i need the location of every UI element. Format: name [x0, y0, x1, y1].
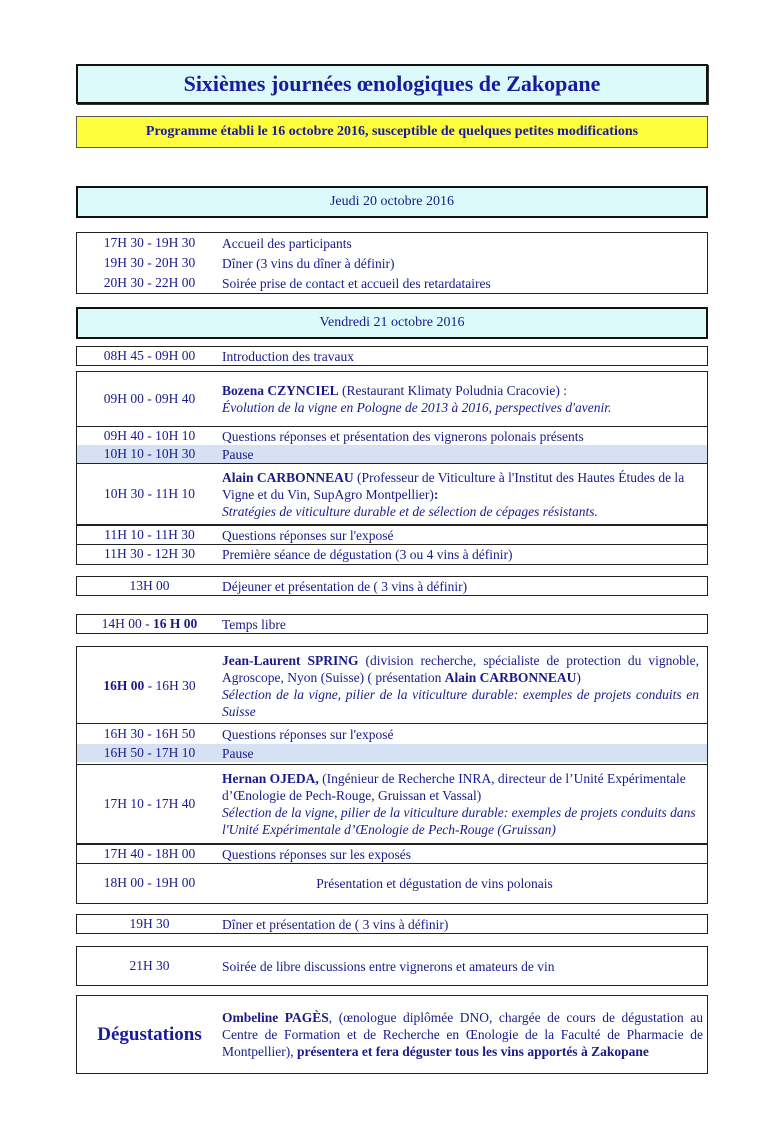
thursday-schedule — [76, 232, 708, 294]
row-desc: Pause — [222, 446, 254, 462]
row-time: 13H 00 — [129, 578, 170, 593]
schedule-row — [77, 253, 707, 273]
row-time: 19H 30 — [129, 916, 170, 931]
row-time: 21H 30 — [129, 958, 170, 973]
colon: : — [433, 486, 439, 502]
degustations-text: , (œnologue diplômée DNO, chargée de cours de dégustation au Centre de Formation et de Recherche en Œnologie de la Faculté de Pharmacie de Montpellier), — [222, 1010, 703, 1059]
time-end: 16 H 00 — [153, 616, 198, 631]
row-desc: Questions réponses sur les exposés — [222, 846, 411, 862]
row-desc: Pause — [222, 745, 254, 761]
pause-row — [77, 744, 707, 762]
talk-spring — [76, 646, 708, 724]
row-time: 19H 30 - 20H 30 — [103, 255, 196, 270]
row-time: 10H 10 - 10H 30 — [103, 446, 196, 461]
close-paren: ) — [576, 670, 581, 685]
speaker-name: Hernan OJEDA, — [222, 771, 319, 786]
row-time: 08H 45 - 09H 00 — [103, 348, 196, 363]
row-desc: Questions réponses et présentation des vignerons polonais présents — [222, 428, 584, 444]
row-desc — [222, 770, 707, 838]
row-time — [77, 616, 222, 632]
row-time: 18H 00 - 19H 00 — [103, 875, 196, 890]
schedule-row-tasting1 — [76, 545, 708, 565]
row-time: 20H 30 - 22H 00 — [103, 275, 196, 290]
schedule-row-intro — [76, 346, 708, 366]
schedule-row-questions2 — [76, 525, 708, 545]
row-desc: Introduction des travaux — [222, 348, 354, 364]
pause-row — [77, 445, 707, 463]
schedule-row — [77, 233, 707, 253]
speaker-affiliation: (division recherche, spécialiste de protection du vignoble, Agroscope, Nyon (Suisse) ( présentation — [222, 653, 699, 685]
degustations-label: Dégustations — [97, 1023, 202, 1045]
speaker-affiliation: (Restaurant Klimaty Poludnia Cracovie) : — [338, 383, 567, 398]
speaker-name: Bozena CZYNCIEL — [222, 383, 339, 398]
time-start: 16H 00 — [103, 678, 145, 693]
talk-topic: Stratégies de viticulture durable et de sélection de cépages résistants. — [222, 503, 598, 519]
row-time: 16H 50 - 17H 10 — [103, 745, 196, 760]
talk-topic: Sélection de la vigne, pilier de la viticulture durable: exemples de projets conduits dans l'Unité Expérimentale d’Œnologie de Pech-Rouge (Gruissan) — [222, 805, 696, 837]
row-time: 17H 30 - 19H 30 — [103, 235, 196, 250]
degustations-desc — [222, 1009, 707, 1060]
morning-block — [76, 427, 708, 525]
row-desc: Déjeuner et présentation de ( 3 vins à définir) — [222, 578, 468, 594]
row-time: 17H 40 - 18H 00 — [103, 846, 196, 861]
row-desc: Questions réponses sur l'exposé — [222, 726, 394, 742]
schedule-row-free — [76, 614, 708, 634]
day-header-friday: Vendredi 21 octobre 2016 — [76, 307, 708, 339]
talk-topic: Évolution de la vigne en Pologne de 2013 à 2016, perspectives d'avenir. — [222, 400, 612, 415]
row-time: 09H 40 - 10H 10 — [103, 428, 196, 443]
row-time: 09H 00 - 09H 40 — [103, 391, 196, 406]
speaker-name: Alain CARBONNEAU — [222, 469, 354, 485]
row-desc: Questions réponses sur l'exposé — [222, 527, 394, 543]
time-end: - 16H 30 — [144, 678, 196, 693]
speaker-affiliation: (Professeur de Viticulture à l'Institut des Hautes Études de la Vigne et du Vin, SupAgro Montpellier) — [222, 469, 685, 502]
afternoon-block — [76, 724, 708, 844]
speaker-affiliation: (Ingénieur de Recherche INRA, directeur de l’Unité Expérimentale d’Œnologie de Pech-Rouge, Gruissan et Vassal) — [222, 771, 686, 803]
schedule-row — [77, 725, 707, 743]
schedule-row — [77, 427, 707, 445]
degustations-announcement: présentera et fera déguster tous les vins apportés à Zakopane — [296, 1044, 649, 1059]
row-desc — [222, 652, 707, 720]
speaker-name: Jean-Laurent SPRING — [222, 653, 359, 668]
row-desc: Dîner (3 vins du dîner à définir) — [222, 255, 395, 271]
time-start: 14H 00 - — [101, 616, 154, 631]
day-header-thursday: Jeudi 20 octobre 2016 — [76, 186, 708, 218]
speaker-name: Ombeline PAGÈS — [222, 1010, 329, 1025]
row-time: 11H 30 - 12H 30 — [104, 546, 195, 561]
row-desc — [222, 382, 707, 416]
presenter-name: Alain CARBONNEAU — [444, 670, 577, 685]
row-desc: Dîner et présentation de ( 3 vins à définir) — [222, 916, 449, 932]
row-desc: Première séance de dégustation (3 ou 4 vins à définir) — [222, 546, 513, 562]
row-time: 17H 10 - 17H 40 — [103, 796, 196, 811]
schedule-row-dinner — [76, 914, 708, 934]
row-time: 11H 10 - 11H 30 — [104, 527, 195, 542]
page-title: Sixièmes journées œnologiques de Zakopane — [76, 64, 708, 104]
row-desc: Temps libre — [222, 616, 286, 632]
row-time: 16H 30 - 16H 50 — [103, 726, 196, 741]
programme-note: Programme établi le 16 octobre 2016, susceptible de quelques petites modifications — [76, 116, 708, 148]
row-time — [77, 678, 222, 694]
talk-topic: Sélection de la vigne, pilier de la viticulture durable: exemples de projets conduits en Suisse — [222, 687, 699, 719]
row-desc: Soirée prise de contact et accueil des retardataires — [222, 275, 491, 291]
schedule-row — [77, 273, 707, 293]
row-desc: Présentation et dégustation de vins polonais — [316, 875, 553, 891]
row-desc: Soirée de libre discussions entre vignerons et amateurs de vin — [222, 958, 555, 974]
schedule-row-lunch — [76, 576, 708, 596]
talk-czynciel — [76, 371, 708, 427]
degustations-block — [76, 995, 708, 1074]
row-desc — [222, 469, 707, 520]
talk-carbonneau — [77, 463, 707, 524]
talk-ojeda — [77, 764, 707, 843]
row-time: 10H 30 - 11H 10 — [104, 486, 195, 501]
row-desc: Accueil des participants — [222, 235, 352, 251]
schedule-row-evening — [76, 946, 708, 986]
schedule-row-questions4 — [76, 844, 708, 864]
schedule-row-polish — [76, 864, 708, 904]
